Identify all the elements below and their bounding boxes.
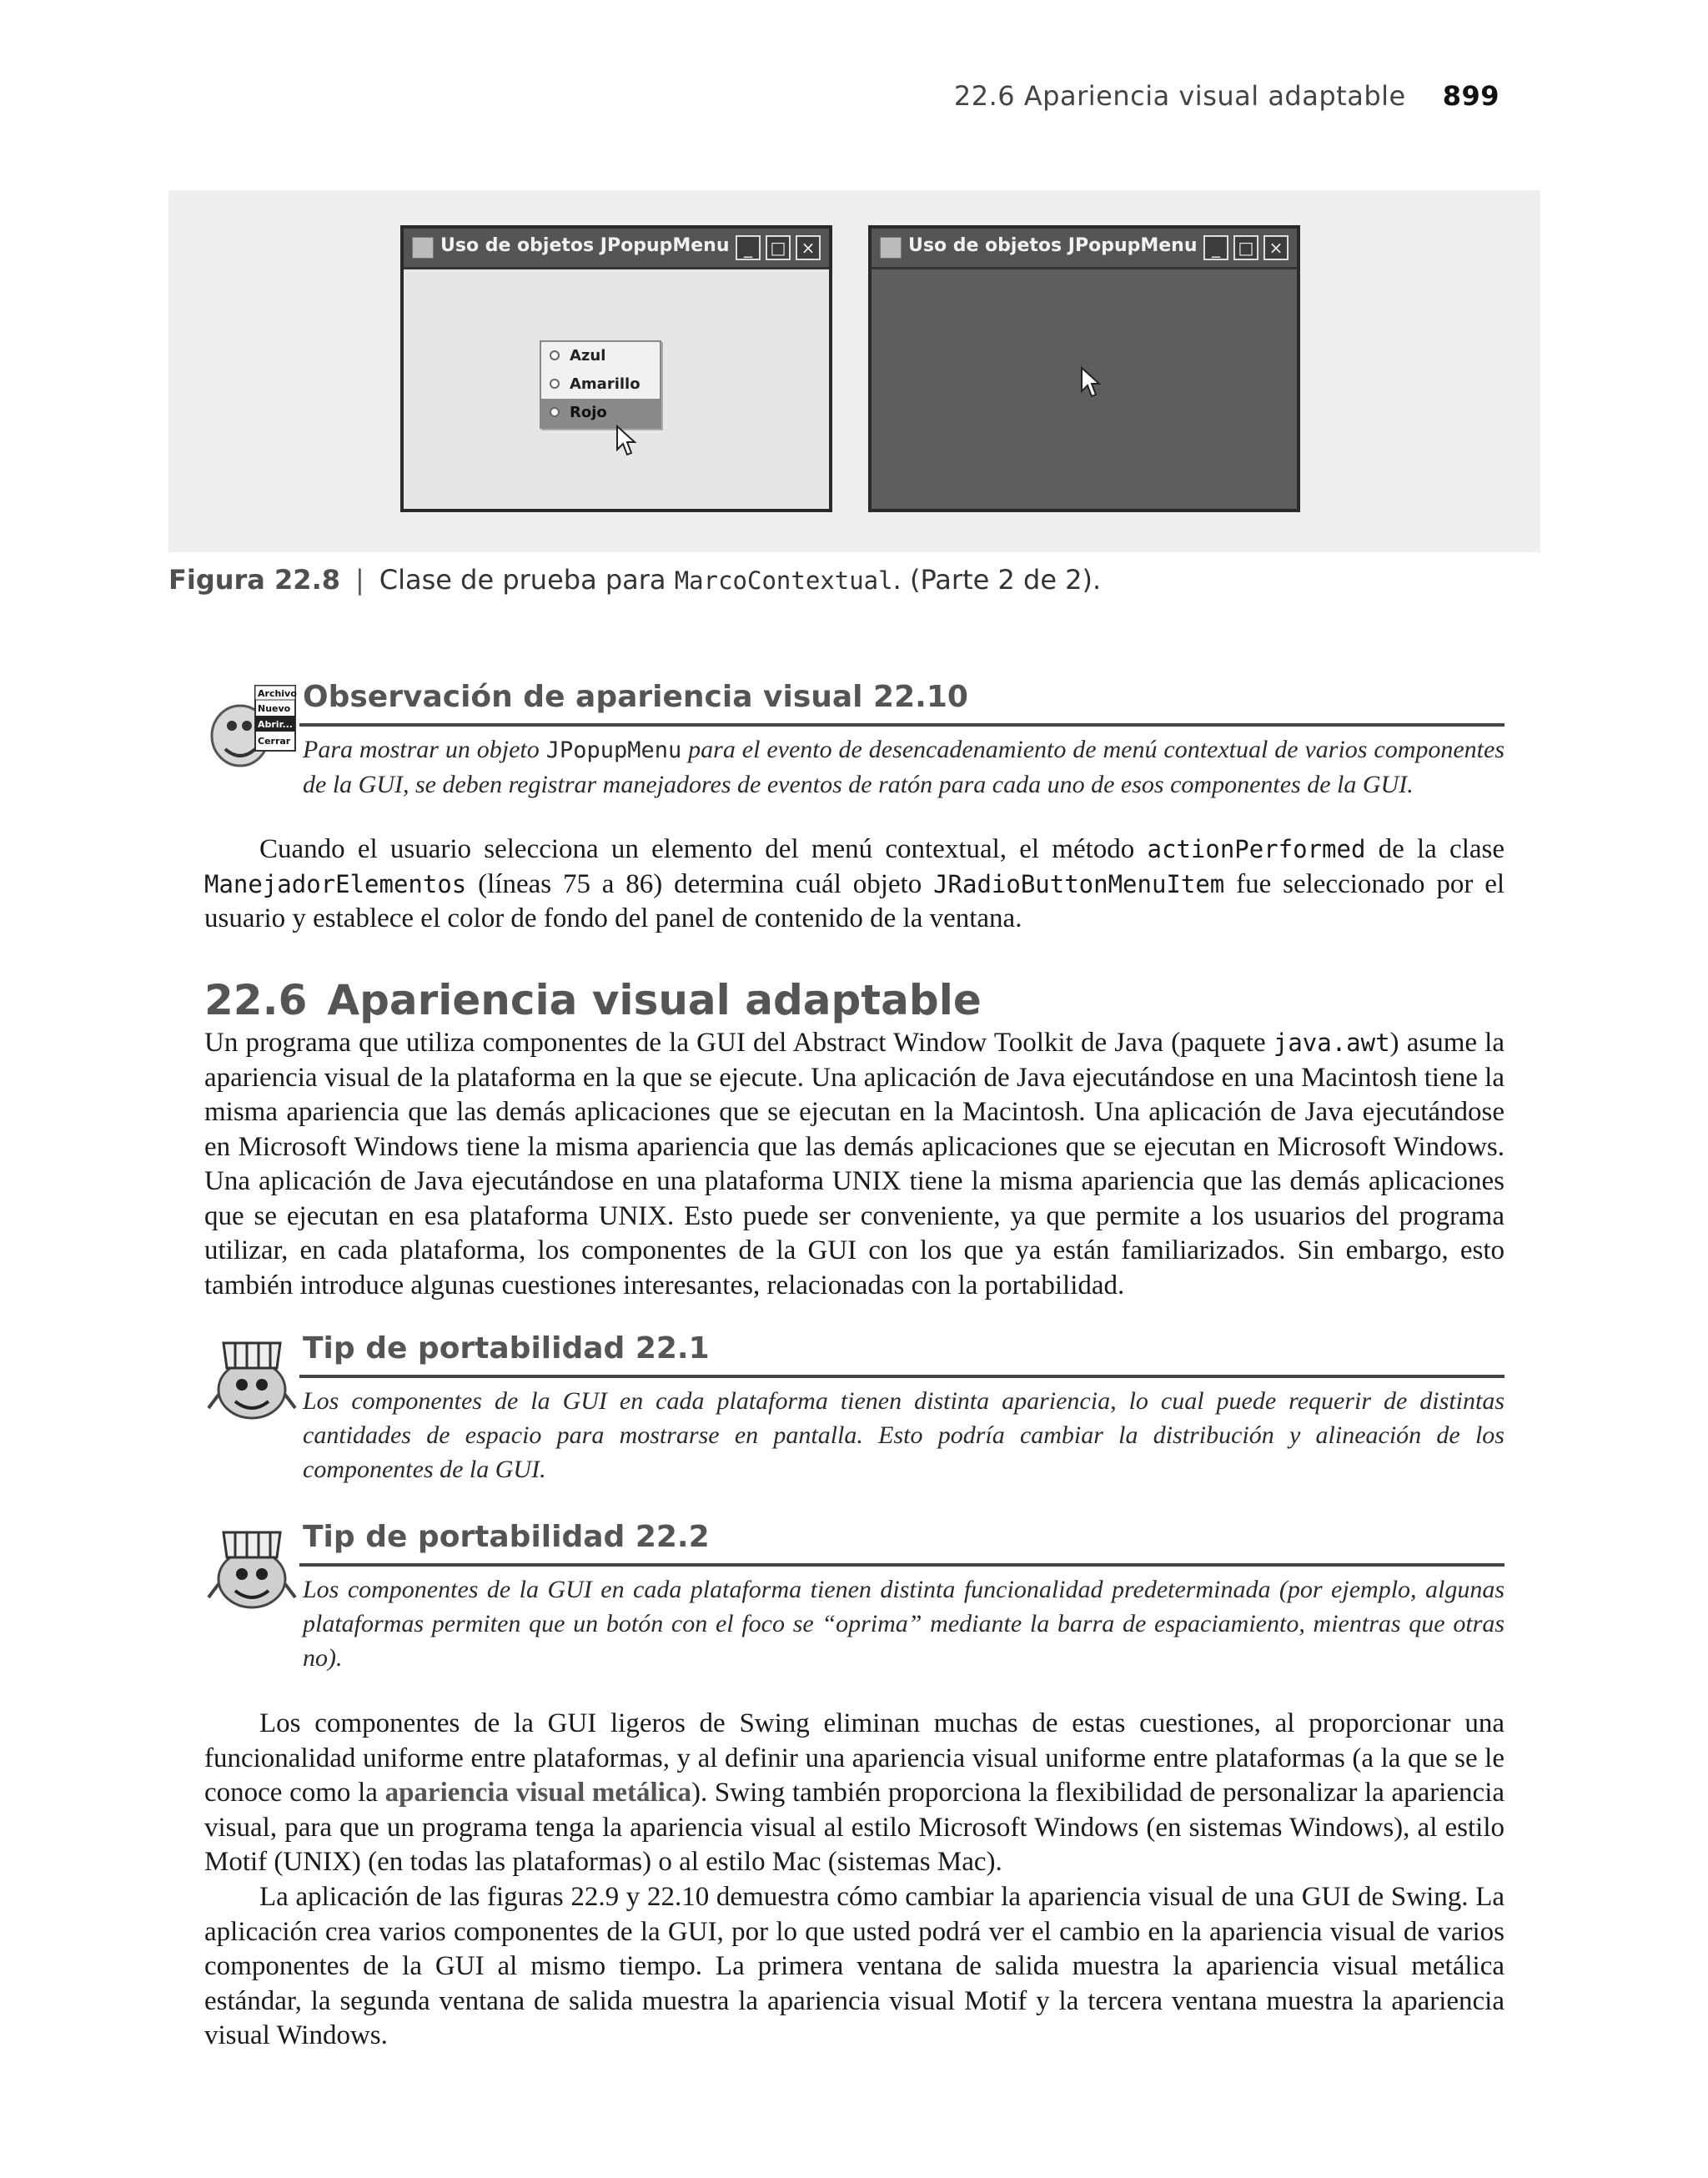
window-titlebar [872, 229, 1297, 269]
menu-item-rojo: Rojo [541, 399, 660, 427]
observation-rule [299, 723, 1505, 727]
key-term: apariencia visual metálica [384, 1778, 692, 1808]
window-content [872, 269, 1297, 509]
portability-bug-icon [207, 1524, 297, 1614]
menu-item-azul: Azul [541, 342, 660, 370]
icon-menu-label: Abrir... [258, 719, 293, 730]
radio-icon [550, 407, 560, 417]
close-icon: × [796, 235, 821, 260]
page-number: 899 [1442, 80, 1500, 112]
icon-menu-label: Cerrar [258, 736, 291, 747]
figure-label: Figura 22.8 [168, 564, 340, 596]
cursor-icon [615, 425, 637, 458]
section-title: Apariencia visual adaptable [327, 976, 982, 1024]
window-title: Uso de objetos JPopupMenu [908, 235, 1198, 256]
section-number: 22.6 [204, 976, 308, 1024]
maximize-icon: □ [1233, 235, 1258, 260]
body-paragraph: Un programa que utiliza componentes de la GUI del Abstract Window Toolkit de Java (paquete java.awt) asume la apariencia visual de la plataforma en la que se ejecute. Una aplicación de Java ejecutándose en una Macintosh tiene la misma apariencia que las demás aplicaciones que se ejecutan en la Macintosh. Una aplicación de Java ejecutándose en Microsoft Windows tiene la misma apariencia que las demás aplicaciones que se ejecutan en Microsoft Windows. Una aplicación de Java ejecutándose en una plataforma UNIX tiene la misma apariencia que las demás aplicaciones que se ejecutan en esa plataforma UNIX. Esto puede ser conveniente, ya que permite a los usuarios del programa utilizar, en cada plataforma, los componentes de la GUI con los que ya están familiarizados. Sin embargo, esto también introduce algunas cuestiones interesantes, relacionadas con la portabilidad. [204, 1028, 1505, 1300]
tip-title: Tip de portabilidad 22.2 [303, 1520, 710, 1554]
window-content [404, 269, 829, 509]
cursor-icon [1080, 366, 1102, 400]
java-app-icon [412, 237, 434, 259]
screenshot-window-red-background [868, 225, 1300, 512]
observation-text: Para mostrar un objeto JPopupMenu para el evento de desencadenamiento de menú contextual de varios componentes de la GUI, se deben registrar manejadores de eventos de ratón para cada uno de esos componentes de la GUI. [303, 736, 1505, 798]
observation-title: Observación de apariencia visual 22.10 [303, 680, 968, 714]
portability-bug-icon [207, 1335, 297, 1425]
caption-code: MarcoContextual [674, 566, 893, 595]
menu-item-amarillo: Amarillo [541, 370, 660, 399]
minimize-icon: _ [1203, 235, 1228, 260]
caption-separator: | [354, 564, 364, 596]
tip-rule [299, 1375, 1505, 1378]
body-paragraph: Los componentes de la GUI ligeros de Swing eliminan muchas de estas cuestiones, al proporcionar una funcionalidad uniforme entre plataformas, y al definir una apariencia visual uniforme entre plataformas (a la que se le conoce como la apariencia visual metálica). Swing también proporciona la flexibilidad de personalizar la apariencia visual, para que un programa tenga la apariencia visual al estilo Microsoft Windows (en sistemas Windows), al estilo Motif (UNIX) (en todas las plataformas) o al estilo Mac (sistemas Mac). [204, 1708, 1505, 1877]
minimize-icon: _ [736, 235, 761, 260]
icon-menu-label: Nuevo [258, 703, 291, 714]
close-icon: × [1263, 235, 1289, 260]
look-and-feel-icon [207, 684, 297, 774]
body-paragraph: Cuando el usuario selecciona un elemento del menú contextual, el método actionPerformed de la clase ManejadorElementos (líneas 75 a 86) determina cuál objeto JRadioButtonMenuItem fue seleccionado por el usuario y establece el color de fondo del panel de contenido de la ventana. [204, 834, 1505, 933]
tip-text: Los componentes de la GUI en cada plataforma tienen distinta funcionalidad predeterminada (por ejemplo, algunas plataformas permiten que un botón con el foco se “oprima” mediante la barra de espaciamiento, mientras que otras no). [303, 1576, 1505, 1672]
body-paragraph: La aplicación de las figuras 22.9 y 22.10 demuestra cómo cambiar la apariencia visual de una GUI de Swing. La aplicación crea varios componentes de la GUI, por lo que usted podrá ver el cambio en la apariencia visual de varios componentes de la GUI al mismo tiempo. La primera ventana de salida muestra la apariencia visual metálica estándar, la segunda ventana de salida muestra la apariencia visual Motif y la tercera ventana muestra la apariencia visual Windows. [204, 1882, 1505, 2050]
figure-caption: Figura 22.8 | Clase de prueba para MarcoContextual. (Parte 2 de 2). [168, 564, 1102, 596]
screenshot-window-popup-open [400, 225, 832, 512]
maximize-icon: □ [766, 235, 791, 260]
radio-icon [550, 379, 560, 389]
tip-rule [299, 1563, 1505, 1567]
icon-menu-label: Archivo [258, 688, 297, 699]
radio-icon [550, 350, 560, 360]
window-title: Uso de objetos JPopupMenu [440, 235, 730, 256]
running-header [954, 80, 1500, 112]
window-titlebar [404, 229, 829, 269]
tip-title: Tip de portabilidad 22.1 [303, 1331, 710, 1366]
popup-menu [540, 340, 661, 429]
header-section: 22.6 Apariencia visual adaptable [953, 80, 1406, 112]
java-app-icon [880, 237, 902, 259]
section-heading [204, 976, 982, 1024]
figure-background [168, 190, 1540, 552]
tip-text: Los componentes de la GUI en cada plataforma tienen distinta apariencia, lo cual puede requerir de distintas cantidades de espacio para mostrarse en pantalla. Esto podría cambiar la distribución y alineación de los componentes de la GUI. [303, 1387, 1505, 1483]
